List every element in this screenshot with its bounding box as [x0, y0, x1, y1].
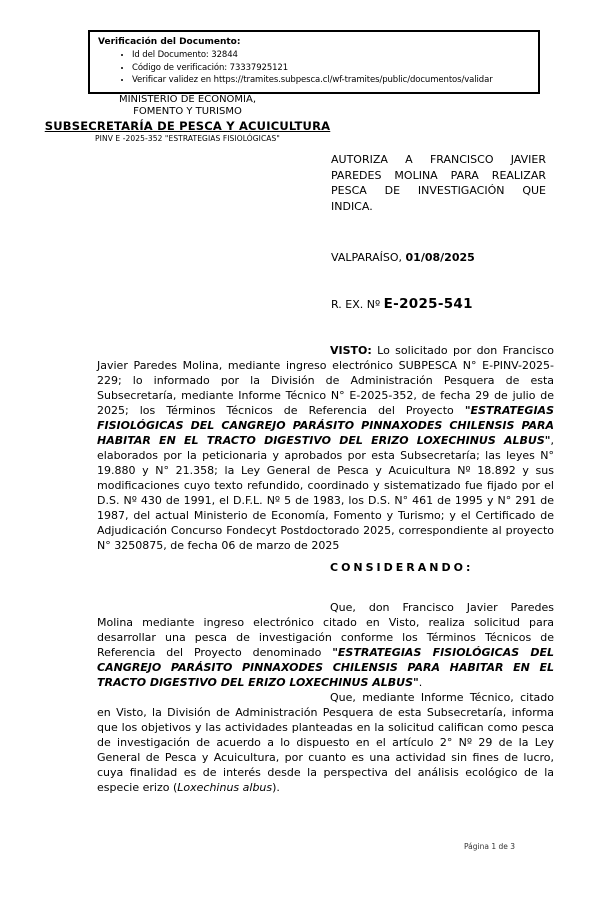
verification-url-link[interactable]: https://tramites.subpesca.cl/wf-tramites/public/documentos/validar [213, 75, 493, 85]
document-body [97, 343, 554, 795]
letterhead [30, 94, 345, 144]
considerando-1-text-2: . [418, 676, 423, 689]
dateline [331, 251, 475, 264]
visto-label: VISTO: [330, 344, 372, 357]
considerando-1-text-1: Que, don Francisco Javier Paredes Molina mediante ingreso electrónico citado en Visto, realiza solicitud para desarrollar una pesca de investigación conforme los Términos Técnicos de Referencia del Proyecto denominado [97, 601, 554, 659]
species-name: Loxechinus albus [177, 781, 273, 794]
verification-list [98, 49, 532, 87]
subsecretaria-title: SUBSECRETARÍA DE PESCA Y ACUICULTURA [44, 119, 331, 133]
verification-validity [132, 74, 532, 87]
document-verification-box [88, 30, 540, 94]
resolution-number: E-2025-541 [383, 296, 473, 312]
page-number: Página 1 de 3 [464, 842, 516, 851]
resolution-prefix: R. EX. Nº [331, 298, 384, 311]
visto-paragraph [97, 343, 554, 553]
considerando-2-text-2: ). [272, 781, 280, 794]
subject-text: AUTORIZA A FRANCISCO JAVIER PAREDES MOLINA PARA REALIZAR PESCA DE INVESTIGACIÓN QUE INDICA. [331, 153, 546, 213]
visto-text-2: , elaborados por la peticionaria y aprobados por esta Subsecretaría; las leyes N° 19.880 y N° 21.358; la Ley General de Pesca y Acuicultura Nº 18.892 y sus modificaciones cuyo texto refundido, coordinado y sistematizado fue fijado por el D.S. Nº 430 de 1991, el D.F.L. Nº 5 de 1983, los D.S. N° 461 de 1995 y N° 291 de 1987, del actual Ministerio de Economía, Fomento y Turismo; y el Certificado de Adjudicación Concurso Fondecyt Postdoctorado 2025, correspondiente al proyecto N° 3250875, de fecha 06 de marzo de 2025 [97, 434, 554, 552]
visto-text-1: Lo solicitado por don Francisco Javier Paredes Molina, mediante ingreso electrónico SUBPESCA N° E-PINV-2025-229; lo informado por la División de Administración Pesquera de esta Subsecretaría, mediante Informe Técnico N° E-2025-352, de fecha 29 de julio de 2025; los Términos Técnicos de Referencia del Proyecto [97, 344, 554, 417]
verification-title: Verificación del Documento: [98, 37, 241, 47]
verification-code: • Código de verificación: 73337925121 [132, 62, 532, 75]
document-date: 01/08/2025 [405, 251, 475, 264]
considerando-paragraph-1 [97, 600, 554, 690]
verification-doc-id: • Id del Documento: 32844 [132, 49, 532, 62]
verification-validity-label: Verificar validez en [132, 75, 214, 85]
considerando-2-text-1: Que, mediante Informe Técnico, citado en Visto, la División de Administración Pesquera de esta Subsecretaría, informa que los objetivos y las actividades planteadas en la solicitud califican como pesca de investigación de acuerdo a lo dispuesto en el artículo 2° Nº 29 de la Ley General de Pesca y Acuicultura, por cuanto es una actividad sin fines de lucro, cuya finalidad es de interés desde la perspectiva del análisis ecológico de la especie erizo ( [97, 691, 554, 794]
ministry-name-line1: MINISTERIO DE ECONOMÍA, [118, 94, 257, 105]
project-title: "ESTRATEGIAS FISIOLÓGICAS DEL CANGREJO PARÁSITO PINNAXODES CHILENSIS PARA HABITAR EN EL TRACTO DIGESTIVO DEL ERIZO LOXECHINUS ALBUS" [97, 404, 554, 447]
considerando-paragraph-2 [97, 690, 554, 795]
ministry-name-line2: FOMENTO Y TURISMO [133, 106, 242, 117]
project-title: "ESTRATEGIAS FISIOLÓGICAS DEL CANGREJO PARÁSITO PINNAXODES CHILENSIS PARA HABITAR EN EL TRACTO DIGESTIVO DEL ERIZO LOXECHINUS ALBUS" [97, 646, 554, 689]
resolution-number-line [331, 296, 473, 312]
file-reference: PINV E -2025-352 "ESTRATEGIAS FISIOLÓGICAS" [95, 134, 280, 143]
place-name: VALPARAÍSO, [331, 251, 406, 264]
considerando-heading: CONSIDERANDO: [330, 561, 474, 574]
